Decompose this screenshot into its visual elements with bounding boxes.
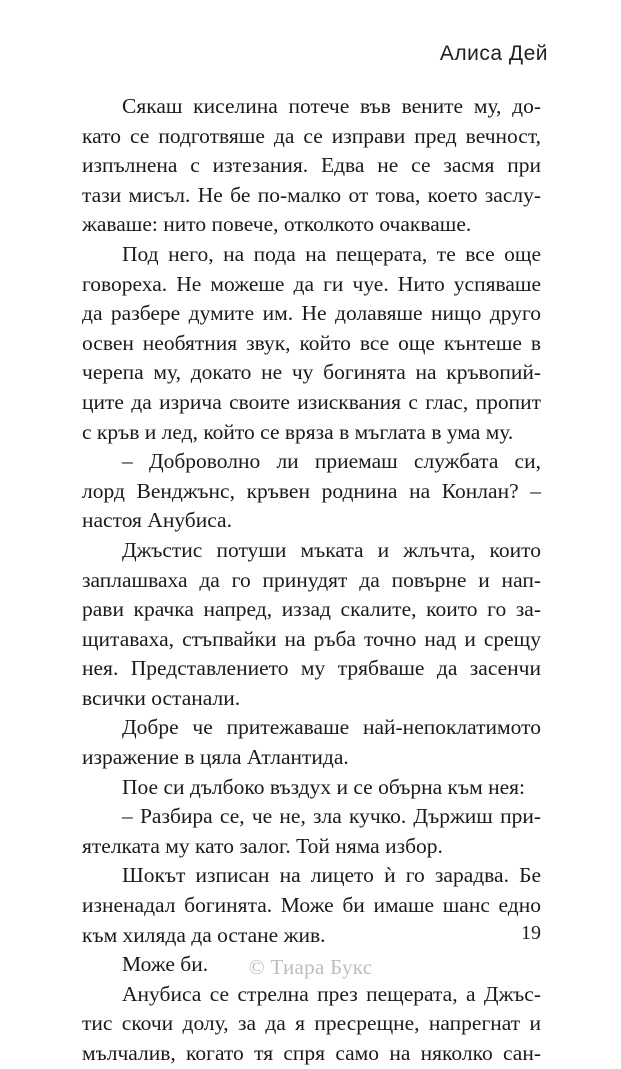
text-line: жаваше: нито повече, отколкото очакваше.	[82, 212, 472, 237]
text-line: ците да изрича своите изисквания с глас, пропит	[82, 389, 541, 414]
text-line: лорд Венджънс, кръвен роднина на Конлан? –	[82, 478, 541, 503]
text-line: Под него, на пода на пещерата, те все още	[122, 241, 541, 266]
text-line: – Разбира се, че не, зла кучко. Държиш при-	[122, 804, 541, 829]
text-line: Шокът изписан на лицето ѝ го зарадва. Бе	[122, 863, 541, 888]
text-line: ятелката му като залог. Той няма избор.	[82, 833, 443, 858]
text-line: изпълнена с изтезания. Едва не се засмя при	[82, 153, 541, 178]
body-text	[82, 92, 541, 1069]
text-line: Може би.	[122, 952, 209, 977]
text-line: Сякаш киселина потече във вените му, до-	[122, 94, 541, 118]
text-line: заплашваха да го принудят да повърне и нап-	[82, 567, 541, 592]
text-line: всички останали.	[82, 685, 241, 710]
text-line: настоя Анубиса.	[82, 508, 232, 533]
text-line: като се подготвяше да се изправи пред вечност,	[82, 123, 541, 148]
page-number: 19	[521, 922, 541, 944]
text-line: Пое си дълбоко въздух и се обърна към нея:	[122, 774, 525, 799]
text-line: Джъстис потуши мъката и жлъчта, които	[122, 537, 541, 562]
text-line: освен необятния звук, който все още кънтеше в	[82, 330, 541, 355]
text-line: изражение в цяла Атлантида.	[82, 745, 349, 770]
text-line: говореха. Не можеше да ги чуе. Нито успяваше	[82, 271, 541, 296]
text-line: Анубиса се стрелна през пещерата, а Джъс-	[122, 981, 541, 1006]
text-line: черепа му, докато не чу богинята на кръвопий-	[82, 360, 541, 385]
text-line: да разбере думите им. Не долавяше нищо друго	[82, 301, 541, 326]
text-line: с кръв и лед, който се вряза в мъглата в ума му.	[82, 419, 514, 444]
text-line: – Доброволно ли приемаш службата си,	[122, 449, 541, 474]
running-header: Алиса Дей	[439, 42, 548, 65]
text-line: мълчалив, когато тя спря само на няколко сан-	[82, 1041, 541, 1065]
text-line: изненадал богинята. Може би имаше шанс едно	[82, 893, 541, 918]
text-line: тис скочи долу, за да я пресрещне, напрегнат и	[82, 1011, 541, 1036]
text-line: рави крачка напред, иззад скалите, които го за-	[82, 597, 541, 622]
text-line: щитаваха, стъпвайки на ръба точно над и срещу	[82, 626, 541, 651]
text-line: към хиляда да остане жив.	[82, 922, 326, 947]
watermark: © Тиара Букс	[248, 955, 373, 979]
text-line: тази мисъл. Не бе по-малко от това, което заслу-	[82, 182, 541, 207]
text-line: Добре че притежаваше най-непоклатимото	[122, 715, 541, 740]
text-line: нея. Представлението му трябваше да засенчи	[82, 656, 541, 681]
